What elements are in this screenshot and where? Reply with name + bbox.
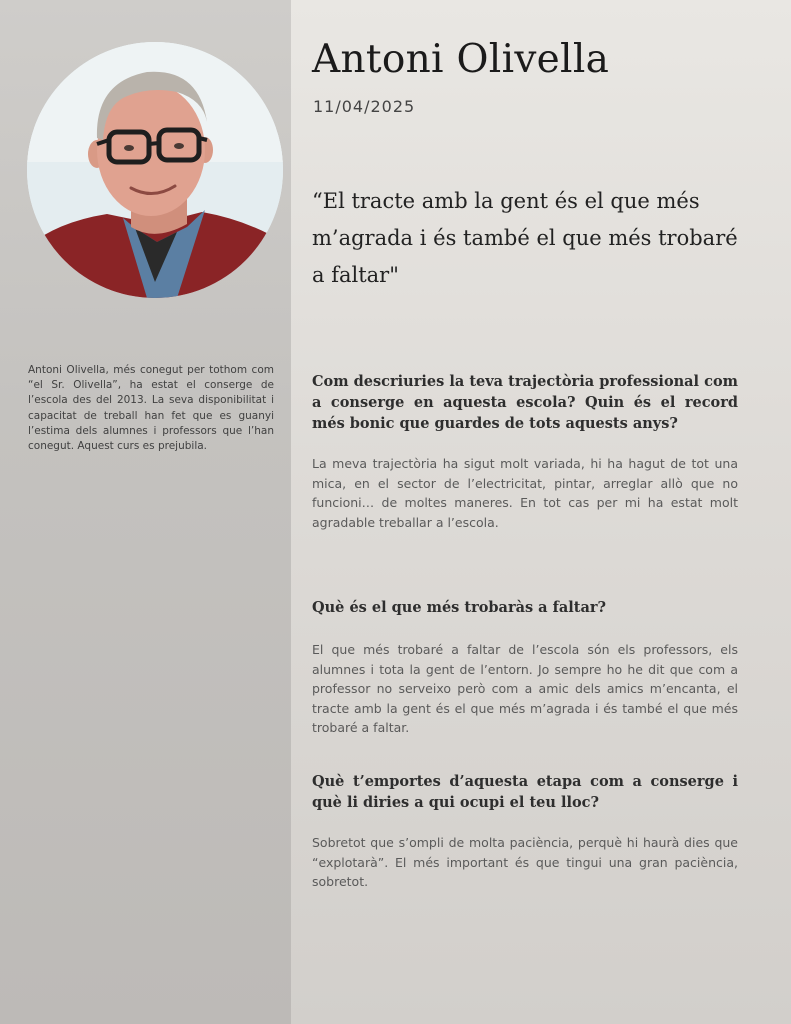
interview-item: [312, 597, 738, 738]
interview-item: [312, 771, 738, 892]
person-name: Antoni Olivella: [312, 37, 610, 82]
pull-quote: “El tracte amb la gent és el que més m’agrada i és també el que més trobaré a faltar": [312, 189, 738, 287]
interview-answer: Sobretot que s’ompli de molta paciència, perquè hi haurà dies que “explotarà”. El més important és que tingui una gran paciència, sobretot.: [312, 835, 738, 889]
publication-date: 11/04/2025: [313, 97, 416, 116]
bio-text: Antoni Olivella, més conegut per tothom com “el Sr. Olivella”, ha estat el conserge de l’escola des del 2013. La seva disponibilitat i capacitat de treball han fet que es guanyi l’estima dels alumnes i professors que l’han conegut. Aquest curs es prejubila.: [28, 364, 274, 453]
interview-item: [312, 371, 738, 532]
profile-photo: [27, 42, 283, 298]
interview-question: Què t’emportes d’aquesta etapa com a conserge i què li diries a qui ocupi el teu lloc?: [312, 773, 738, 811]
interview-answer: La meva trajectòria ha sigut molt variada, hi ha hagut de tot una mica, en el sector de l’electricitat, pintar, arreglar allò que no funcioni… de moltes maneres. En tot cas per mi ha estat molt agradable treballar a l’escola.: [312, 456, 738, 530]
interview-question: Com descriuries la teva trajectòria professional com a conserge en aquesta escola? Quin és el record més bonic que guardes de tots aquests anys?: [312, 373, 738, 432]
interview-answer: El que més trobaré a faltar de l’escola són els professors, els alumnes i tota la gent de l’entorn. Jo sempre ho he dit que com a professor no serveixo però com a amic dels amics m’encanta, el tracte amb la gent és el que més m’agrada i és també el que més trobaré a faltar.: [312, 642, 738, 735]
interview-question: Què és el que més trobaràs a faltar?: [312, 599, 607, 616]
